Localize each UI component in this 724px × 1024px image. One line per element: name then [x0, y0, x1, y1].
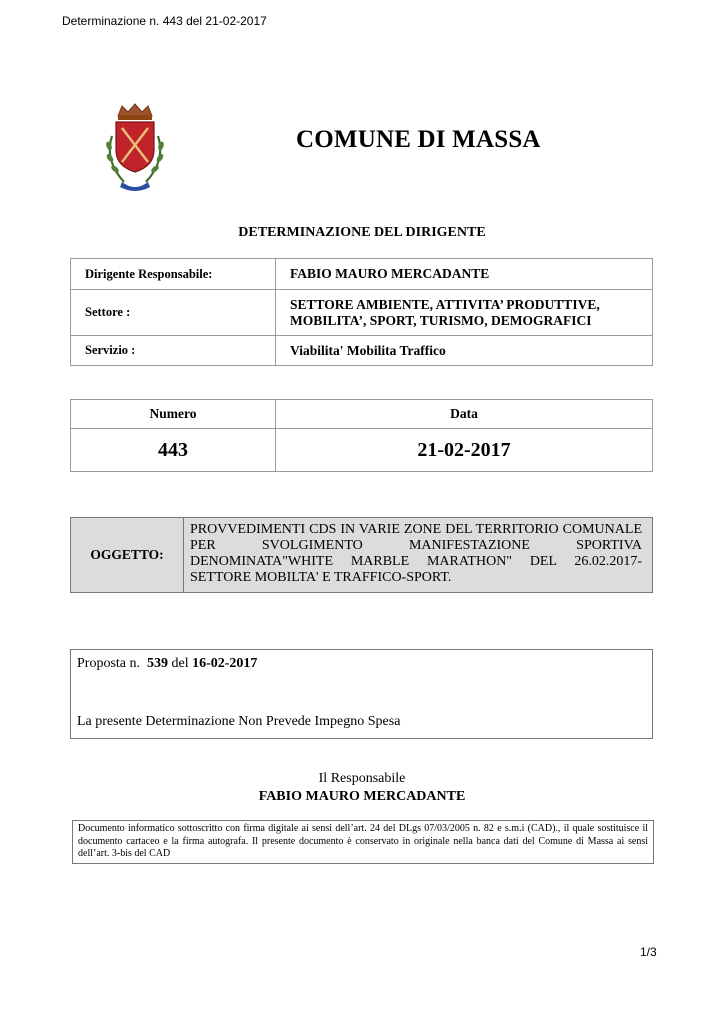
proposta-number: 539 — [147, 656, 168, 671]
info-label: Servizio : — [71, 336, 276, 366]
data-header: Data — [276, 400, 653, 429]
header-determination-line: Determinazione n. 443 del 21-02-2017 — [62, 14, 267, 28]
info-value-line: MOBILITA’, SPORT, TURISMO, DEMOGRAFICI — [290, 312, 592, 328]
info-value — [276, 290, 653, 336]
data-value: 21-02-2017 — [276, 429, 653, 472]
numero-header: Numero — [71, 400, 276, 429]
coat-of-arms-icon — [98, 102, 172, 194]
document-subtitle: DETERMINAZIONE DEL DIRIGENTE — [238, 225, 486, 240]
info-row-servizio — [71, 336, 653, 366]
proposta-prefix: Proposta n. — [77, 656, 140, 671]
page-title: COMUNE DI MASSA — [296, 126, 541, 153]
proposta-line — [77, 656, 257, 672]
proposta-box — [70, 649, 653, 739]
digital-signature-note: Documento informatico sottoscritto con firma digitale ai sensi dell’art. 24 del DLgs 07/03/2005 n. 82 e s.m.i (CAD)., il quale sostituisce il documento cartaceo e la firma autografa. Il presente documento è conservato in originale nella banca dati del Comune di Massa ai sensi dell’art. 3-bis del CAD — [72, 820, 654, 864]
info-table — [70, 258, 653, 366]
page-number: 1/3 — [640, 945, 657, 959]
spesa-note: La presente Determinazione Non Prevede Impegno Spesa — [77, 714, 401, 729]
info-value: FABIO MAURO MERCADANTE — [276, 259, 653, 290]
proposta-date: 16-02-2017 — [192, 656, 258, 671]
info-label: Dirigente Responsabile: — [71, 259, 276, 290]
responsabile-name: FABIO MAURO MERCADANTE — [258, 789, 466, 804]
numero-value: 443 — [71, 429, 276, 472]
responsabile-label: Il Responsabile — [318, 771, 406, 786]
number-date-table — [70, 399, 653, 472]
info-value-line: SETTORE AMBIENTE, ATTIVITA’ PRODUTTIVE, — [290, 296, 600, 312]
oggetto-table — [70, 517, 653, 593]
info-row-settore — [71, 290, 653, 336]
proposta-del: del — [171, 656, 189, 671]
info-row-dirigente — [71, 259, 653, 290]
oggetto-label: OGGETTO: — [71, 518, 184, 593]
info-label: Settore : — [71, 290, 276, 336]
oggetto-text: PROVVEDIMENTI CDS IN VARIE ZONE DEL TERRITORIO COMUNALE PER SVOLGIMENTO MANIFESTAZIONE SPORTIVA DENOMINATA"WHITE MARBLE MARATHON" DEL 26.02.2017-SETTORE MOBILTA' E TRAFFICO-SPORT. — [184, 518, 653, 593]
info-value: Viabilita' Mobilita Traffico — [276, 336, 653, 366]
